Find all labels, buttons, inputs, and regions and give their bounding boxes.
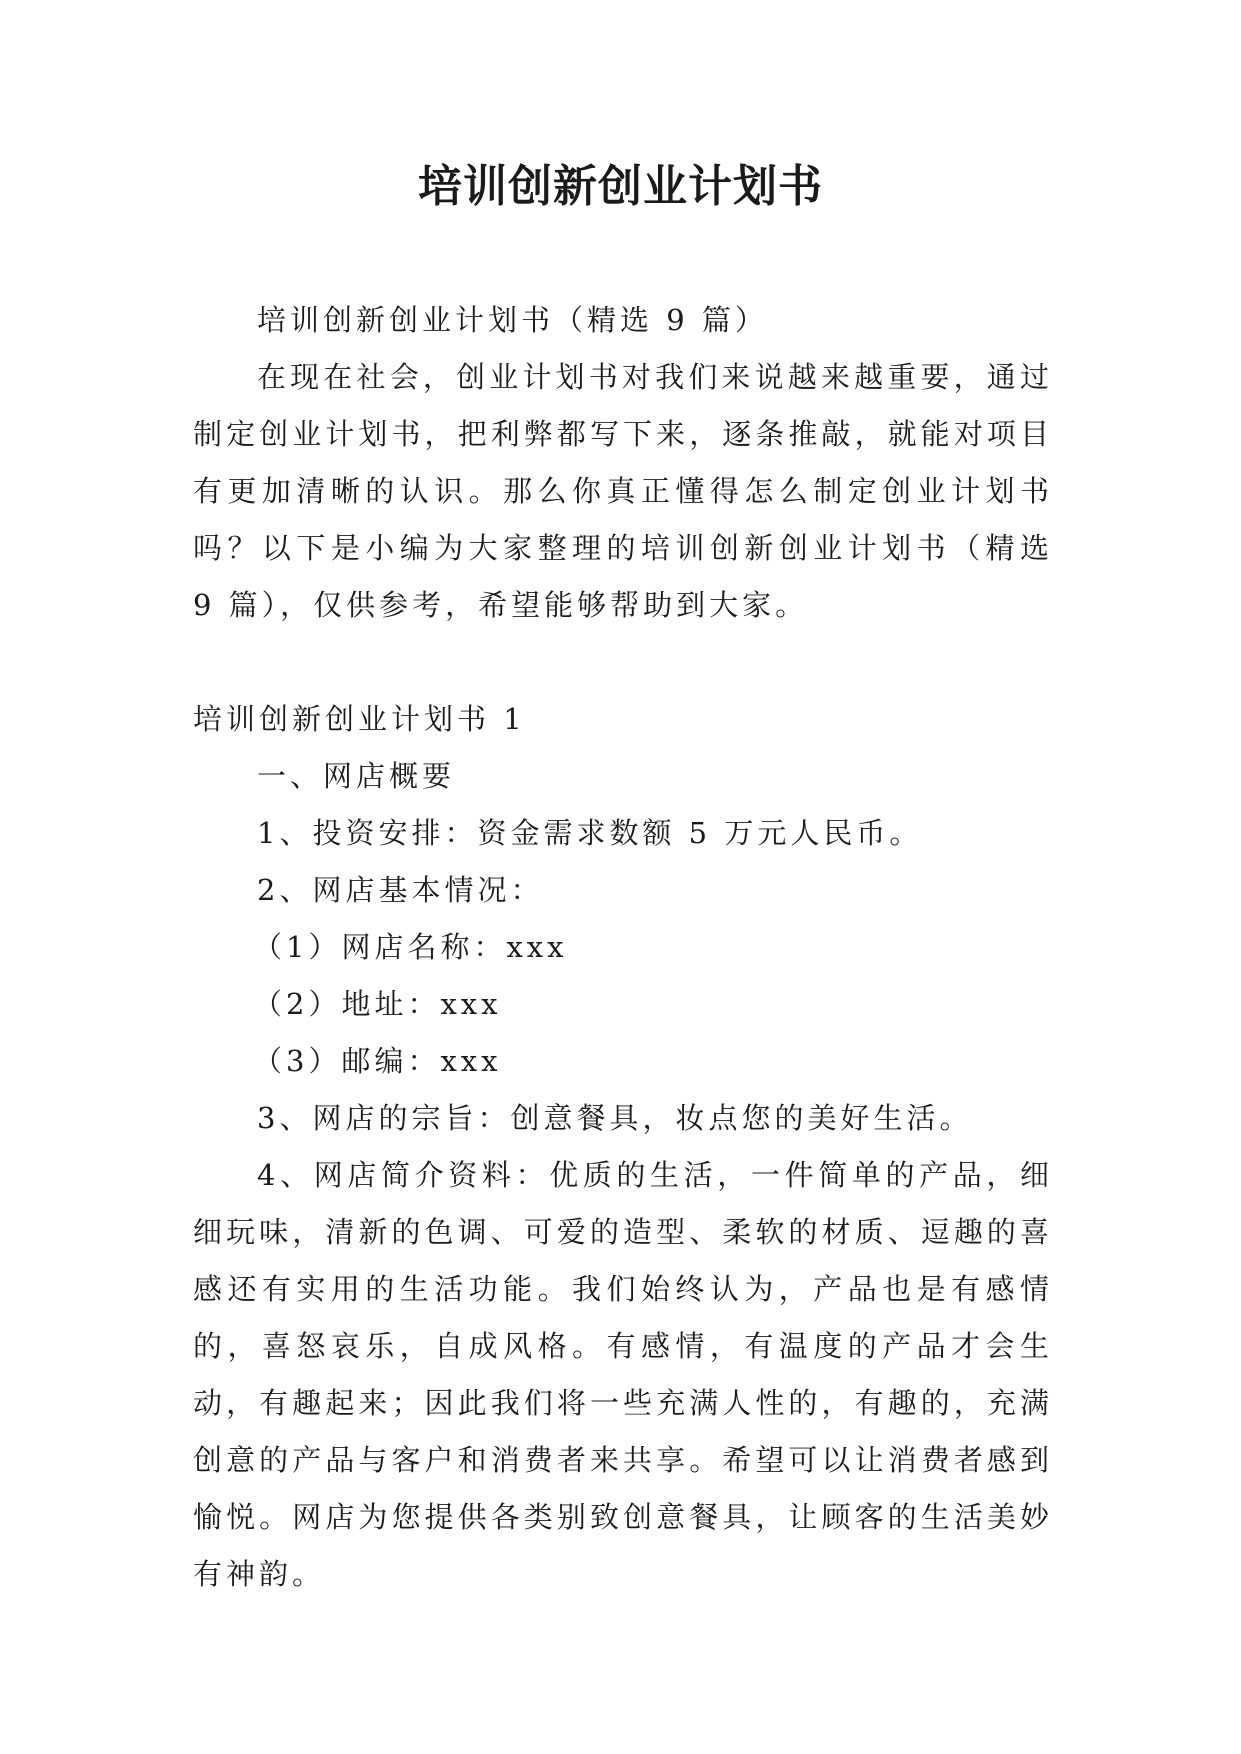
sub-item-store-name: （1）网店名称：xxx	[253, 930, 568, 964]
section-heading: 培训创新创业计划书 1	[193, 702, 526, 736]
list-item-investment: 1、投资安排：资金需求数额 5 万元人民币。	[257, 816, 923, 850]
list-item-introduction: 4、网店简介资料：优质的生活，一件简单的产品，细细玩味，清新的色调、可爱的造型、柔软的材质、逗趣的喜感还有实用的生活功能。我们始终认为，产品也是有感情的，喜怒哀乐，自成风格。有感情，有温度的产品才会生动，有趣起来；因此我们将一些充满人性的，有趣的，充满创意的产品与客户和消费者来共享。希望可以让消费者感到愉悦。网店为您提供各类别致创意餐具，让顾客的生活美妙有神韵。	[193, 1158, 1053, 1591]
part-title: 一、网店概要	[257, 759, 456, 793]
intro-paragraph: 在现在社会，创业计划书对我们来说越来越重要，通过制定创业计划书，把利弊都写下来，逐条推敲，就能对项目有更加清晰的认识。那么你真正懂得怎么制定创业计划书吗？以下是小编为大家整理的培训创新创业计划书（精选 9 篇），仅供参考，希望能够帮助到大家。	[193, 360, 1053, 622]
intro-subtitle: 培训创新创业计划书（精选 9 篇）	[257, 303, 768, 337]
section-spacer	[193, 634, 1053, 691]
page-title: 培训创新创业计划书	[418, 161, 823, 212]
list-item-basic-info: 2、网店基本情况：	[257, 873, 544, 907]
sub-item-postcode: （3）邮编：xxx	[253, 1044, 502, 1078]
document-body	[193, 292, 1053, 1603]
sub-item-address: （2）地址：xxx	[253, 987, 502, 1021]
list-item-purpose: 3、网店的宗旨：创意餐具，妆点您的美好生活。	[257, 1101, 973, 1135]
